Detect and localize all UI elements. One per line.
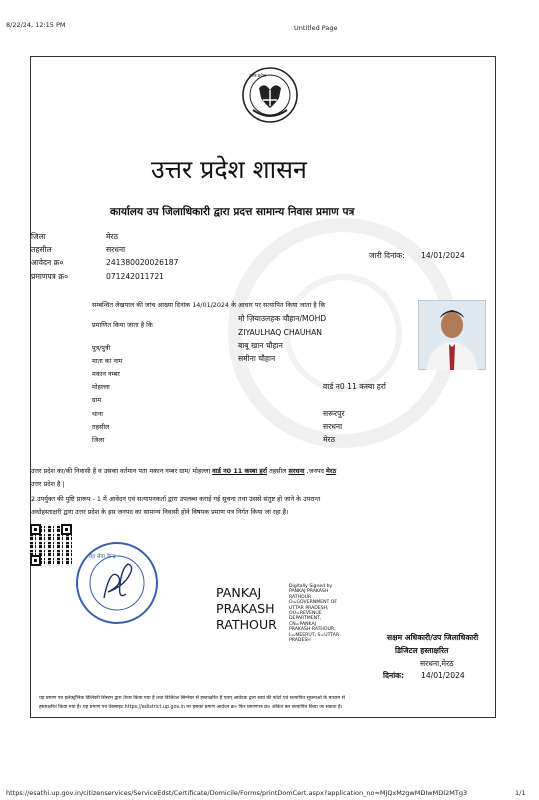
dsig-line: PRAKASH RATHOUR, — [289, 627, 336, 633]
dsig-line: PANKAJ PRAKASH — [289, 589, 329, 595]
signer-name-line-1: PANKAJ — [216, 585, 262, 600]
dsig-line: Digitally Signed by — [289, 584, 333, 589]
digital-signature-block — [289, 584, 339, 643]
print-datetime: 8/22/24, 12:15 PM — [6, 21, 66, 29]
authority-digital-signed: डिजिटल हस्ताक्षरित — [395, 646, 449, 655]
authority-location: सरधना,मेरठ — [420, 659, 454, 668]
footer-line-2: हस्ताक्षरित किया गया है। यह प्रमाण पत्र वेबसाइट https://edistrict.up.gov.in पर इसका प्रमाण आवेदन क्र० फिर प्रमाणपत्र क्र० अंकित कर सत्यापित किया जा सकता है। — [39, 705, 343, 710]
detail-label-house-no: मकान नम्बर — [92, 370, 120, 378]
stamp-text: तह सेवा केन्द्र — [89, 554, 116, 560]
detail-value-police-station: सरूरपुर — [323, 409, 345, 418]
dsig-line: PRADESH — [289, 638, 311, 644]
dsig-line: RATHOUR — [289, 594, 312, 600]
intro-line-2: प्रमाणित किया जाता है कि — [92, 321, 153, 329]
detail-value-tehsil: सरधना — [323, 422, 343, 431]
footer-line-1: यह प्रमाण पत्र इलेक्ट्रॉनिक डिलिवरी सिस्टम द्वारा तैयार किया गया है तथा डिजिटल सिग्नेचर से हस्ताक्षरित है एवम् आवेदक द्वारा स्वयं की फोटो एवं सत्यापित सूचनाओ के माध्यम से — [39, 696, 345, 701]
dsig-line: DEPARTMENT, — [289, 616, 322, 622]
meta-value-application-no: 241380020026187 — [106, 258, 179, 267]
detail-label-village: ग्राम — [92, 396, 102, 404]
certificate-heading: उत्तर प्रदेश शासन — [151, 155, 307, 184]
authority-date: 14/01/2024 — [421, 671, 465, 680]
dsig-line: OU=REVENUE — [289, 611, 322, 617]
issue-date: 14/01/2024 — [421, 251, 465, 260]
meta-value-tehsil: सरधना — [106, 245, 126, 254]
meta-label-application-no: आवेदन क्र० — [31, 258, 64, 267]
para1-district: मेरठ — [326, 467, 337, 475]
applicant-name-english: ZIYAULHAQ CHAUHAN — [238, 328, 322, 337]
applicant-name-hindi: मो ज़ियाउलहक चौहान/MOHD — [238, 314, 327, 323]
meta-label-district: जिला — [31, 232, 46, 241]
print-url: https://esathi.up.gov.in/citizenservices/ServiceEdst/Certificate/Domicile/Forms/printDomCert.aspx?application_no=MjQxMzgwMDIwMDI2MTg3 — [6, 789, 468, 797]
detail-label-mohalla: मोहल्ला — [92, 383, 110, 391]
para1-tehsil: सरधना — [288, 467, 305, 475]
dsig-line: UTTAR PRADESH, — [289, 605, 329, 611]
certificate-subheading: कार्यालय उप जिलाधिकारी द्वारा प्रदत्त सामान्य निवास प्रमाण पत्र — [110, 206, 355, 218]
residency-paragraph — [31, 466, 336, 475]
signer-name-line-2: PRAKASH — [216, 601, 275, 616]
meta-label-certificate-no: प्रमाणपत्र क्र० — [31, 272, 69, 281]
detail-label-mother: माता का नाम — [92, 357, 123, 365]
signer-name-line-3: RATHOUR — [216, 617, 277, 632]
detail-value-mohalla: वार्ड न0 11 कस्बा हर्रा — [323, 382, 386, 391]
intro-line-1: सम्बन्धित लेखपाल की जांच आख्या दिनांक 14/01/2024 के आधार पर सत्यापित किया जाता है कि — [92, 301, 326, 309]
detail-value-mother: समीना चौहान — [238, 354, 276, 363]
applicant-photo — [418, 300, 486, 370]
print-page-count: 1/1 — [515, 789, 526, 797]
emblem-text: उत्तर प्रदेश — [249, 74, 266, 79]
detail-value-district: मेरठ — [323, 435, 336, 444]
dsig-line: O=GOVERNMENT OF — [289, 600, 338, 606]
dsig-line: L=MEERUT, S=UTTAR — [289, 632, 340, 638]
meta-value-district: मेरठ — [106, 232, 119, 241]
office-stamp — [74, 540, 160, 626]
print-page-title: Untitled Page — [294, 24, 338, 32]
meta-value-certificate-no: 071242011721 — [106, 272, 164, 281]
qr-code — [30, 524, 72, 566]
para2-line-1: 2.उपर्युक्त की पुष्टि प्रारूप - 1 में आवेदन एवं सत्यापनकर्ता द्वारा उपलब्ध कराई गई सूचना तथा उससे संतुष्ट हो जाने के उपरान्त — [31, 495, 321, 503]
meta-label-tehsil: तहसील — [31, 245, 52, 254]
issue-date-label: जारी दिनांक: — [369, 251, 405, 260]
para1-mohalla: वार्ड न0 11 कस्बा हर्रा — [212, 467, 268, 475]
detail-value-parent: बाबू खान चौहान — [238, 341, 283, 350]
para2-line-2: अधोहस्ताक्षरी द्वारा उत्तर प्रदेश के इस जनपद का सामान्य निवासी होने विषयक प्रमाण पत्र निर्गत किया जा रहा है। — [31, 508, 289, 516]
para1-district-label: ,जनपद — [306, 467, 324, 475]
dsig-line: CN=PANKAJ — [289, 621, 316, 627]
authority-title: सक्षम अधिकारी/उप जिलाधिकारी — [387, 633, 479, 642]
detail-label-police-station: थाना — [92, 410, 103, 418]
detail-label-parent: पुत्र/पुत्री — [92, 344, 111, 352]
authority-date-label: दिनांक: — [383, 671, 405, 680]
para1-tehsil-label: तहसील — [269, 467, 287, 475]
detail-label-tehsil: तहसील — [92, 423, 110, 431]
para1-line-2: उत्तर प्रदेश है | — [31, 480, 65, 488]
detail-label-district: जिला — [92, 436, 105, 444]
para1-text: उत्तर प्रदेश का/की निवासी है व उसका वर्तमान पता मकान नम्बर ग्राम/ मोहल्ला — [31, 467, 211, 475]
